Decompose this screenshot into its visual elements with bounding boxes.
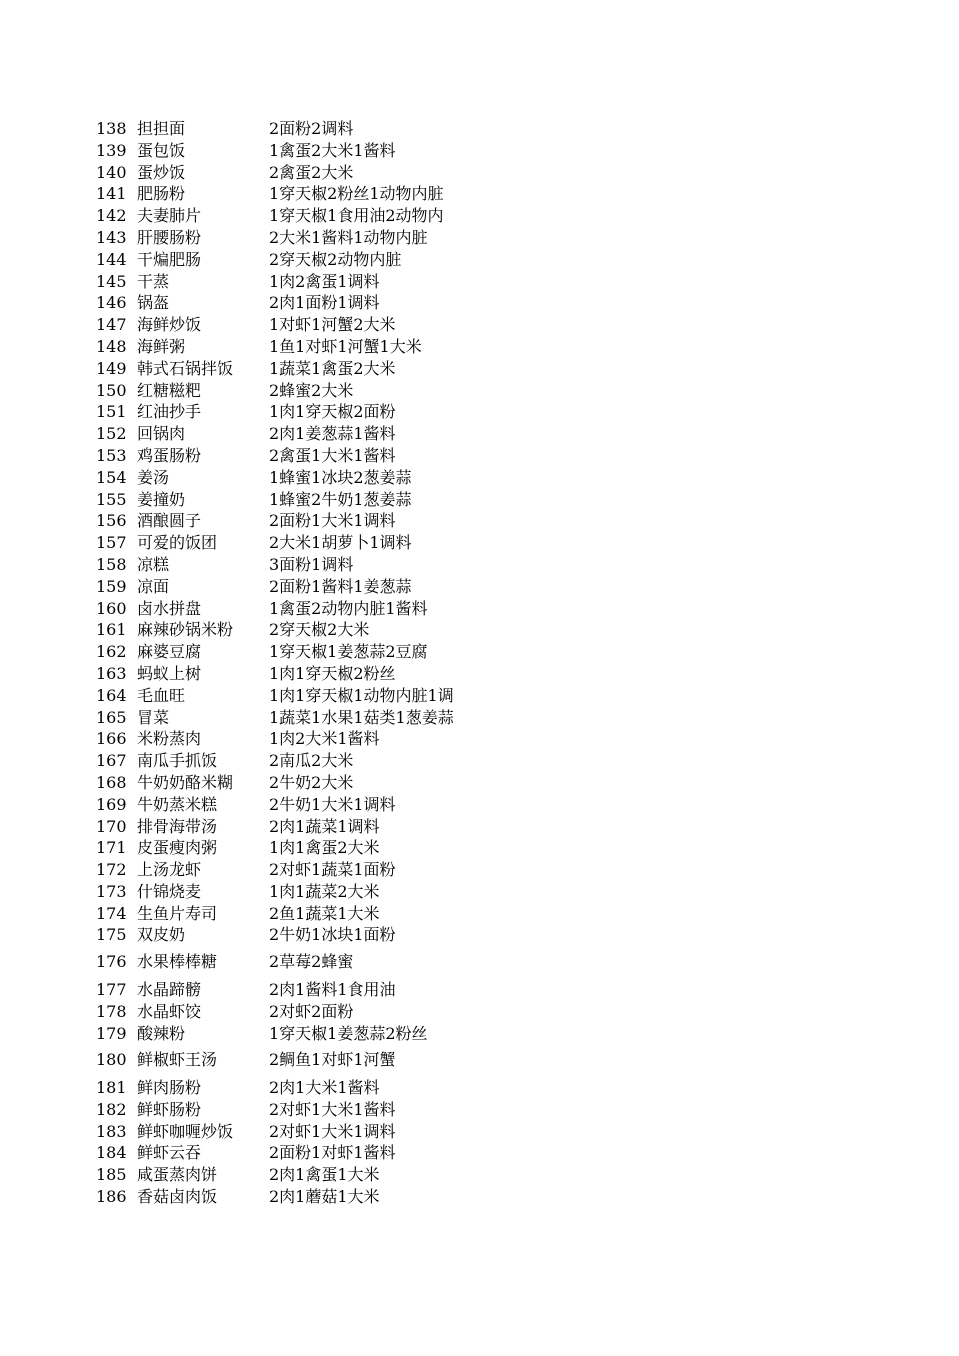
table-row: [0, 1023, 959, 1045]
dish-recipe: 2肉1蘑菇1大米: [269, 1187, 380, 1207]
row-number: 158: [96, 554, 127, 574]
dish-recipe: 1蔬菜1水果1菇类1葱姜蒜: [269, 707, 454, 727]
table-row: [0, 489, 959, 511]
dish-name: 蛋炒饭: [137, 162, 186, 182]
dish-name: 鸡蛋肠粉: [137, 445, 202, 465]
dish-name: 担担面: [137, 119, 186, 138]
dish-recipe: 1肉1穿天椒2面粉: [269, 402, 396, 422]
dish-name: 干煸肥肠: [137, 249, 202, 269]
row-number: 177: [96, 979, 127, 999]
row-number: 165: [96, 707, 127, 727]
row-number: 184: [96, 1143, 127, 1163]
row-number: 141: [96, 184, 127, 204]
dish-name: 夫妻肺片: [137, 206, 202, 226]
table-row: [0, 205, 959, 227]
dish-name: 毛血旺: [137, 685, 186, 705]
row-number: 172: [96, 860, 127, 880]
row-number: 154: [96, 467, 127, 487]
dish-name: 海鲜粥: [137, 336, 186, 356]
dish-name: 鲜虾咖喱炒饭: [137, 1121, 234, 1141]
dish-recipe: 2草莓2蜂蜜: [269, 952, 354, 972]
row-number: 155: [96, 489, 127, 509]
row-number: 175: [96, 925, 127, 945]
table-row: [0, 532, 959, 554]
row-number: 145: [96, 271, 127, 291]
dish-recipe: 3面粉1调料: [269, 554, 354, 574]
table-row: [0, 772, 959, 794]
table-row: [0, 946, 959, 979]
dish-name: 酸辣粉: [137, 1023, 186, 1043]
dish-name: 鲜虾肠粉: [137, 1099, 202, 1119]
table-row: [0, 903, 959, 925]
row-number: 185: [96, 1165, 127, 1185]
row-number: 173: [96, 881, 127, 901]
dish-recipe: 1蜂蜜2牛奶1葱姜蒜: [269, 489, 412, 509]
table-row: [0, 979, 959, 1001]
dish-recipe: 2面粉1对虾1酱料: [269, 1143, 396, 1163]
dish-name: 回锅肉: [137, 424, 186, 444]
table-row: [0, 467, 959, 489]
table-row: [0, 1164, 959, 1186]
dish-recipe: 1对虾1河蟹2大米: [269, 315, 396, 335]
row-number: 162: [96, 642, 127, 662]
dish-name: 鲜虾云吞: [137, 1143, 202, 1163]
table-row: [0, 598, 959, 620]
dish-recipe: 2禽蛋1大米1酱料: [269, 445, 396, 465]
dish-recipe: 2穿天椒2动物内脏: [269, 249, 402, 269]
row-number: 183: [96, 1121, 127, 1141]
dish-name: 排骨海带汤: [137, 816, 218, 836]
dish-recipe: 2对虾1大米1酱料: [269, 1099, 396, 1119]
row-number: 167: [96, 751, 127, 771]
dish-name: 红油抄手: [137, 402, 202, 422]
table-row: [0, 685, 959, 707]
dish-recipe: 1肉1禽蛋2大米: [269, 838, 380, 858]
dish-name: 鲜椒虾王汤: [137, 1050, 218, 1070]
table-row: [0, 118, 959, 140]
table-row: [0, 314, 959, 336]
dish-recipe: 2面粉1酱料1姜葱蒜: [269, 576, 412, 596]
dish-recipe: 2肉1姜葱蒜1酱料: [269, 424, 396, 444]
dish-recipe: 1穿天椒1姜葱蒜2粉丝: [269, 1023, 428, 1043]
dish-name: 冒菜: [137, 707, 170, 727]
row-number: 147: [96, 315, 127, 335]
dish-recipe: 2牛奶2大米: [269, 772, 354, 792]
dish-recipe: 2对虾2面粉: [269, 1001, 354, 1021]
table-row: [0, 292, 959, 314]
dish-name: 米粉蒸肉: [137, 729, 202, 749]
dish-recipe: 2大米1胡萝卜1调料: [269, 533, 412, 553]
dish-name: 凉面: [137, 576, 170, 596]
row-number: 142: [96, 206, 127, 226]
row-number: 171: [96, 838, 127, 858]
table-row: [0, 380, 959, 402]
dish-recipe: 1穿天椒1姜葱蒜2豆腐: [269, 642, 428, 662]
dish-recipe: 1禽蛋2动物内脏1酱料: [269, 598, 428, 618]
dish-recipe: 2肉1禽蛋1大米: [269, 1165, 380, 1185]
dish-name: 卤水拼盘: [137, 598, 202, 618]
table-row: [0, 183, 959, 205]
dish-name: 肝腰肠粉: [137, 227, 202, 247]
dish-name: 南瓜手抓饭: [137, 751, 218, 771]
dish-name: 锅盔: [137, 293, 170, 313]
dish-name: 水晶虾饺: [137, 1001, 202, 1021]
table-row: [0, 576, 959, 598]
dish-name: 牛奶蒸米糕: [137, 794, 218, 814]
table-row: [0, 249, 959, 271]
dish-recipe: 1鱼1对虾1河蟹1大米: [269, 336, 422, 356]
row-number: 140: [96, 162, 127, 182]
table-row: [0, 859, 959, 881]
dish-recipe: 2牛奶1大米1调料: [269, 794, 396, 814]
dish-name: 姜撞奶: [137, 489, 186, 509]
dish-recipe: 1穿天椒2粉丝1动物内脏: [269, 184, 444, 204]
row-number: 161: [96, 620, 127, 640]
dish-recipe: 1蔬菜1禽蛋2大米: [269, 358, 396, 378]
dish-recipe: 1肉1穿天椒2粉丝: [269, 663, 396, 683]
dish-name: 红糖糍粑: [137, 380, 202, 400]
dish-recipe: 1肉1蔬菜2大米: [269, 881, 380, 901]
dish-name: 蛋包饭: [137, 140, 186, 160]
table-row: [0, 271, 959, 293]
row-number: 150: [96, 380, 127, 400]
dish-recipe: 1穿天椒1食用油2动物内: [269, 206, 444, 226]
dish-recipe: 1肉1穿天椒1动物内脏1调: [269, 685, 454, 705]
row-number: 170: [96, 816, 127, 836]
dish-name: 麻婆豆腐: [137, 642, 202, 662]
row-number: 179: [96, 1023, 127, 1043]
row-number: 144: [96, 249, 127, 269]
table-row: [0, 663, 959, 685]
table-row: [0, 401, 959, 423]
table-row: [0, 423, 959, 445]
table-row: [0, 162, 959, 184]
dish-recipe: 2对虾1大米1调料: [269, 1121, 396, 1141]
table-row: [0, 1142, 959, 1164]
row-number: 174: [96, 903, 127, 923]
row-number: 160: [96, 598, 127, 618]
dish-name: 麻辣砂锅米粉: [137, 620, 234, 640]
dish-recipe: 2南瓜2大米: [269, 751, 354, 771]
table-row: [0, 510, 959, 532]
row-number: 166: [96, 729, 127, 749]
table-row: [0, 445, 959, 467]
table-row: [0, 707, 959, 729]
row-number: 163: [96, 663, 127, 683]
dish-recipe: 1肉2大米1酱料: [269, 729, 380, 749]
dish-recipe: 2鲷鱼1对虾1河蟹: [269, 1050, 396, 1070]
row-number: 182: [96, 1099, 127, 1119]
row-number: 176: [96, 952, 127, 972]
dish-name: 酒酿圆子: [137, 511, 202, 531]
row-number: 143: [96, 227, 127, 247]
table-row: [0, 227, 959, 249]
dish-name: 双皮奶: [137, 925, 186, 945]
row-number: 151: [96, 402, 127, 422]
dish-recipe: 2肉1酱料1食用油: [269, 979, 396, 999]
table-row: [0, 336, 959, 358]
table-row: [0, 881, 959, 903]
table-row: [0, 728, 959, 750]
dish-name: 干蒸: [137, 271, 170, 291]
table-row: [0, 1077, 959, 1099]
table-row: [0, 1186, 959, 1208]
dish-recipe: 2对虾1蔬菜1面粉: [269, 860, 396, 880]
table-row: [0, 837, 959, 859]
table-row: [0, 794, 959, 816]
dish-name: 什锦烧麦: [137, 881, 202, 901]
row-number: 146: [96, 293, 127, 313]
dish-name: 姜汤: [137, 467, 170, 487]
recipe-table: [0, 118, 959, 1208]
dish-name: 咸蛋蒸肉饼: [137, 1165, 218, 1185]
row-number: 159: [96, 576, 127, 596]
dish-recipe: 2肉1面粉1调料: [269, 293, 380, 313]
dish-name: 牛奶奶酪米糊: [137, 772, 234, 792]
row-number: 156: [96, 511, 127, 531]
dish-name: 凉糕: [137, 554, 170, 574]
row-number: 164: [96, 685, 127, 705]
row-number: 181: [96, 1078, 127, 1098]
dish-recipe: 2大米1酱料1动物内脏: [269, 227, 428, 247]
table-row: [0, 641, 959, 663]
dish-recipe: 1禽蛋2大米1酱料: [269, 140, 396, 160]
dish-recipe: 2肉1蔬菜1调料: [269, 816, 380, 836]
row-number: 152: [96, 424, 127, 444]
dish-recipe: 2牛奶1冰块1面粉: [269, 925, 396, 945]
dish-recipe: 2蜂蜜2大米: [269, 380, 354, 400]
dish-recipe: 2禽蛋2大米: [269, 162, 354, 182]
dish-name: 水果棒棒糖: [137, 952, 218, 972]
dish-name: 水晶蹄髈: [137, 979, 202, 999]
dish-name: 可爱的饭团: [137, 533, 218, 553]
row-number: 180: [96, 1050, 127, 1070]
dish-name: 上汤龙虾: [137, 860, 202, 880]
dish-recipe: 2面粉2调料: [269, 119, 354, 138]
table-row: [0, 1099, 959, 1121]
dish-name: 肥肠粉: [137, 184, 186, 204]
dish-name: 鲜肉肠粉: [137, 1078, 202, 1098]
row-number: 139: [96, 140, 127, 160]
dish-recipe: 2穿天椒2大米: [269, 620, 370, 640]
dish-recipe: 2鱼1蔬菜1大米: [269, 903, 380, 923]
dish-name: 蚂蚁上树: [137, 663, 202, 683]
table-row: [0, 358, 959, 380]
dish-recipe: 2面粉1大米1调料: [269, 511, 396, 531]
table-row: [0, 619, 959, 641]
row-number: 157: [96, 533, 127, 553]
row-number: 186: [96, 1187, 127, 1207]
row-number: 138: [96, 119, 127, 138]
table-row: [0, 1121, 959, 1143]
dish-recipe: 1肉2禽蛋1调料: [269, 271, 380, 291]
table-row: [0, 554, 959, 576]
dish-name: 生鱼片寿司: [137, 903, 218, 923]
dish-name: 皮蛋瘦肉粥: [137, 838, 218, 858]
dish-name: 香菇卤肉饭: [137, 1187, 218, 1207]
table-row: [0, 140, 959, 162]
dish-recipe: 2肉1大米1酱料: [269, 1078, 380, 1098]
row-number: 168: [96, 772, 127, 792]
table-row: [0, 816, 959, 838]
table-row: [0, 1001, 959, 1023]
row-number: 178: [96, 1001, 127, 1021]
table-row: [0, 924, 959, 946]
dish-name: 海鲜炒饭: [137, 315, 202, 335]
table-row: [0, 750, 959, 772]
row-number: 149: [96, 358, 127, 378]
dish-recipe: 1蜂蜜1冰块2葱姜蒜: [269, 467, 412, 487]
row-number: 148: [96, 336, 127, 356]
row-number: 169: [96, 794, 127, 814]
dish-name: 韩式石锅拌饭: [137, 358, 234, 378]
table-row: [0, 1044, 959, 1077]
row-number: 153: [96, 445, 127, 465]
